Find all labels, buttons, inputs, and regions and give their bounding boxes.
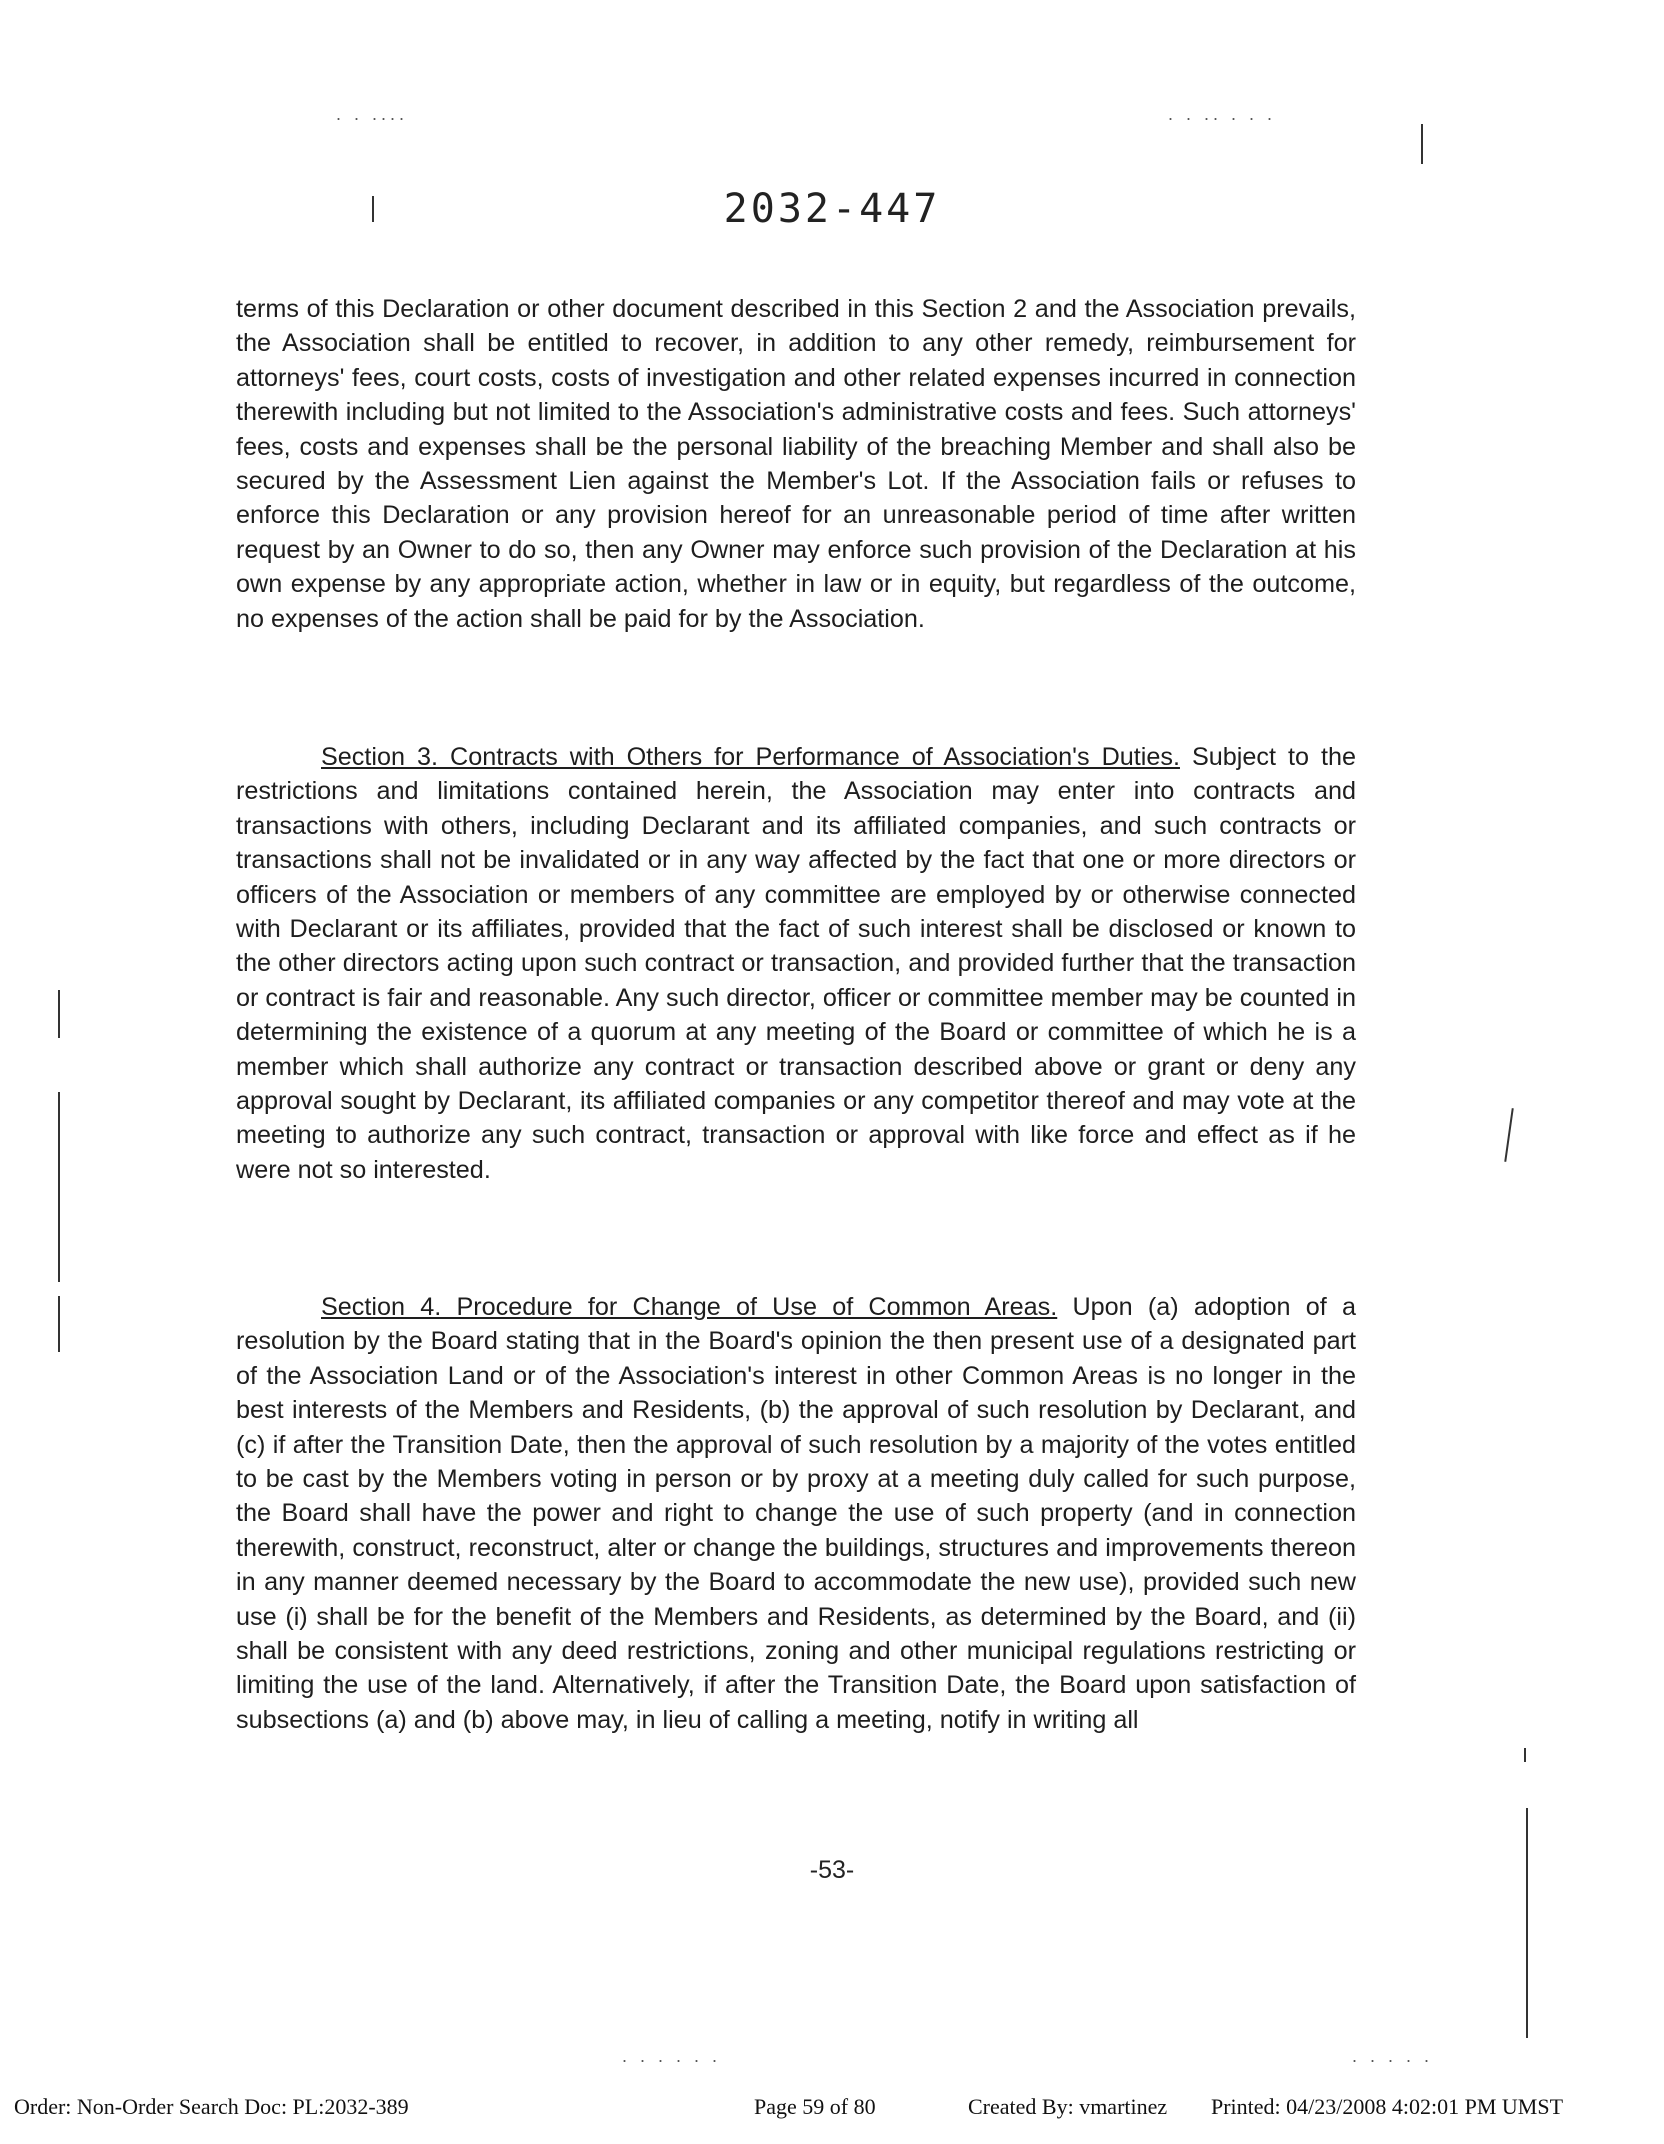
section-3-heading: Section 3. Contracts with Others for Performance of Association's Duties.: [321, 743, 1180, 771]
paragraph-text: terms of this Declaration or other document described in this Section 2 and the Association prevails, the Association shall be entitled to recover, in addition to any other remedy, reimbursement for attorneys' fees, court costs, costs of investigation and other related expenses incurred in connection therewith including but not limited to the Association's administrative costs and fees. Such attorneys' fees, costs and expenses shall be the personal liability of the breaching Member and shall also be secured by the Assessment Lien against the Member's Lot. If the Association fails or refuses to enforce this Declaration or any provision hereof for an unreasonable period of time after written request by an Owner to do so, then any Owner may enforce such provision of the Declaration at his own expense by any appropriate action, whether in law or in equity, but regardless of the outcome, no expenses of the action shall be paid for by the Association.: [236, 295, 1356, 633]
book-page-number: 2032-447: [723, 186, 941, 232]
section-3-text: Subject to the restrictions and limitations contained herein, the Association may enter into contracts and transactions with others, including Declarant and its affiliated companies, and such contracts or transactions shall not be invalidated or in any way affected by the fact that one or more directors or officers of the Association or members of any committee are employed by or otherwise connected with Declarant or its affiliates, provided that the fact of such interest shall be disclosed or known to the other directors acting upon such contract or transaction, and provided further that the transaction or contract is fair and reasonable. Any such director, officer or committee member may be counted in determining the existence of a quorum at any meeting of the Board or committee of which he is a member which shall authorize any contract or transaction described above or grant or deny any approval sought by Declarant, its affiliated companies or any competitor thereof and may vote at the meeting to authorize any such contract, transaction or approval with like force and effect as if he were not so interested.: [236, 743, 1356, 1184]
scan-specks: . . ....: [336, 104, 409, 124]
paragraph-section-3: [236, 740, 1356, 1187]
footer-created: Created By: vmartinez: [968, 2094, 1168, 2119]
footer-order: Order: Non-Order Search Doc: PL:2032-389: [14, 2094, 409, 2119]
scan-mark: [1421, 124, 1423, 164]
scan-mark: [58, 1092, 60, 1282]
print-footer: [0, 2094, 1664, 2124]
paragraph-section-4: [236, 1290, 1356, 1737]
section-4-text: Upon (a) adoption of a resolution by the Board stating that in the Board's opinion the then present use of a designated part of the Association Land or of the Association's interest in other Common Areas is no longer in the best interests of the Members and Residents, (b) the approval of such resolution by Declarant, and (c) if after the Transition Date, then the approval of such resolution by a majority of the votes entitled to be cast by the Members voting in person or by proxy at a meeting duly called for such purpose, the Board shall have the power and right to change the use of such property (and in connection therewith, construct, reconstruct, alter or change the buildings, structures and improvements thereon in any manner deemed necessary by the Board to accommodate the new use), provided such new use (i) shall be for the benefit of the Members and Residents, as determined by the Board, and (ii) shall be consistent with any deed restrictions, zoning and other municipal regulations restricting or limiting the use of the land. Alternatively, if after the Transition Date, the Board upon satisfaction of subsections (a) and (b) above may, in lieu of calling a meeting, notify in writing all: [236, 1293, 1357, 1734]
footer-page: Page 59 of 80: [754, 2094, 876, 2119]
scan-specks: . . .. . . .: [1168, 104, 1277, 124]
scan-mark: [1524, 1748, 1526, 1762]
paragraph-section-2-continuation: [236, 292, 1356, 636]
scan-mark: [372, 196, 374, 222]
scan-mark: [1504, 1108, 1513, 1162]
section-4-heading: Section 4. Procedure for Change of Use of Common Areas.: [321, 1293, 1058, 1321]
scan-specks: . . . . . .: [622, 2046, 722, 2066]
scan-mark: [58, 1296, 60, 1352]
scan-mark: [58, 990, 60, 1038]
scan-specks: . . . . .: [1352, 2046, 1434, 2066]
footer-printed: Printed: 04/23/2008 4:02:01 PM UMST: [1211, 2094, 1564, 2119]
scan-mark: [1526, 1808, 1528, 2038]
page-number: -53-: [809, 1856, 855, 1884]
